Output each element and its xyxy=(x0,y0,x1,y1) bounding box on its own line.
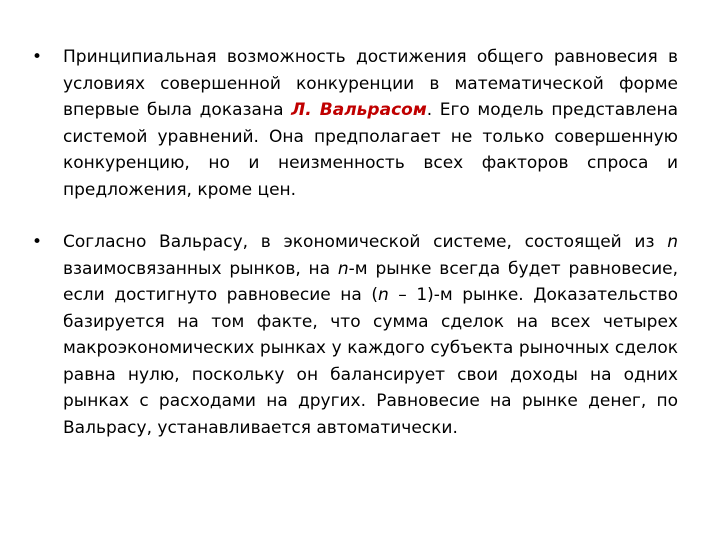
text-segment: Согласно Вальрасу, в экономической системе, состоящей из xyxy=(63,232,668,252)
variable-n: n xyxy=(667,232,678,252)
text-segment: . Его модель представлена системой уравнений. Она предполагает не только совершенную конкуренцию, но и неизменность всех факторов спроса и предложения, кроме цен. xyxy=(63,100,678,200)
bullet-text xyxy=(63,232,678,438)
text-segment: взаимосвязанных рынков, на xyxy=(63,258,338,279)
variable-n: n xyxy=(377,285,389,305)
bullet-dot-icon: • xyxy=(32,47,43,67)
bullet-item-walras-proof xyxy=(32,44,678,203)
text-segment: – 1)-м рынке. Доказательство базируется на том факте, что сумма сделок на всех четырех макроэкономических рынках у каждого субъекта рыночных сделок равна нулю, поскольку он балансирует свои доходы на одних рынках с расходами на других. Равновесие на рынке денег, по Вальрасу, устанавливается автоматически. xyxy=(63,285,678,438)
text-segment: -м рынке всегда будет равновесие, если достигнуто равновесие на ( xyxy=(63,258,678,305)
variable-n: n xyxy=(337,258,349,279)
text-segment: Принципиальная возможность достижения общего равновесия в условиях совершенной конкуренции в математической форме впервые была доказана xyxy=(63,47,678,120)
bullet-text xyxy=(63,47,678,200)
bullet-item-walras-law xyxy=(32,229,678,441)
author-highlight: Л. Вальрасом xyxy=(291,100,427,120)
bullet-dot-icon: • xyxy=(32,232,43,252)
bullet-list xyxy=(32,44,678,441)
